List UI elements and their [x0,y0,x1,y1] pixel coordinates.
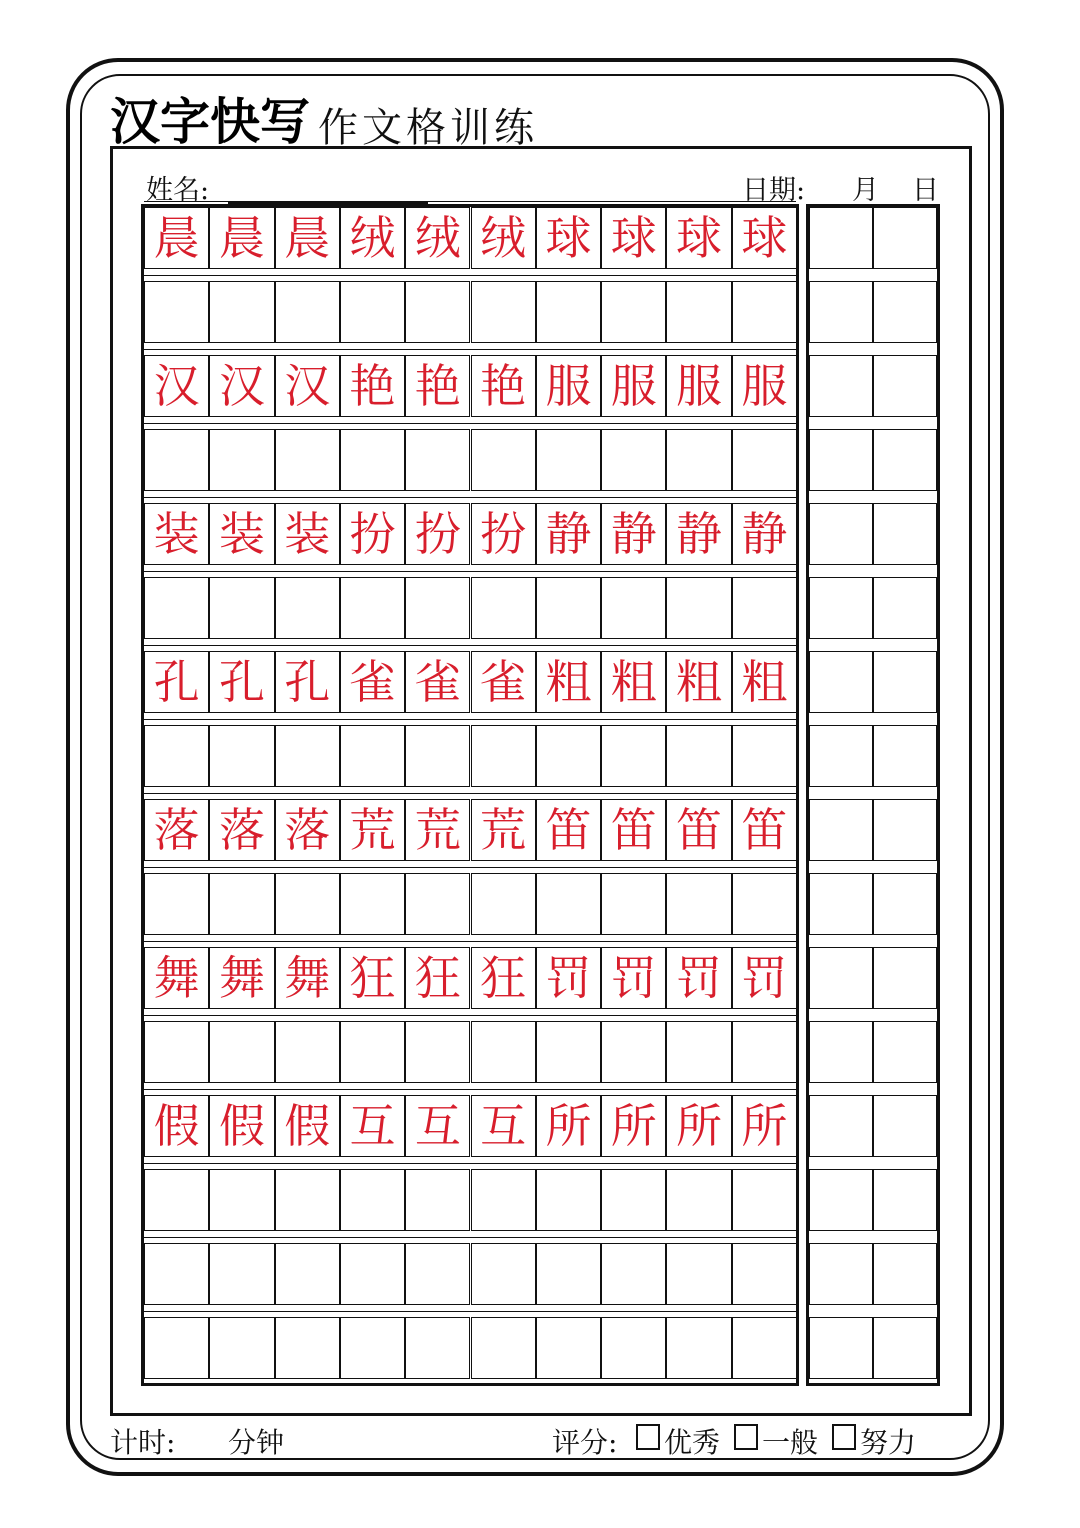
row-divider [144,349,796,350]
writing-cell[interactable] [209,1021,274,1083]
practice-character: 落 [284,803,331,857]
practice-character: 扮 [349,507,396,561]
writing-cell[interactable] [601,1169,666,1231]
practice-character: 绒 [480,211,527,265]
writing-cell[interactable] [405,873,470,935]
practice-character: 狂 [349,951,396,1005]
writing-cell[interactable] [405,1317,470,1379]
practice-character: 服 [545,359,592,413]
side-writing-cell[interactable] [809,725,873,787]
practice-character: 球 [545,211,592,265]
side-writing-cell[interactable] [809,207,873,269]
practice-character: 装 [153,507,200,561]
side-writing-cell[interactable] [809,1095,873,1157]
side-writing-cell[interactable] [809,1243,873,1305]
writing-cell[interactable] [405,577,470,639]
writing-cell[interactable] [471,577,536,639]
practice-character: 孔 [218,655,265,709]
writing-cell[interactable] [340,1021,405,1083]
writing-cell[interactable] [275,577,340,639]
practice-character: 罚 [676,951,723,1005]
side-writing-cell[interactable] [873,1169,937,1231]
row-divider [144,719,796,720]
practice-character: 装 [284,507,331,561]
practice-character: 扮 [480,507,527,561]
writing-cell[interactable] [471,1317,536,1379]
writing-cell[interactable] [536,1169,601,1231]
writing-cell[interactable] [275,725,340,787]
writing-cell[interactable] [471,1243,536,1305]
writing-cell[interactable] [666,873,731,935]
practice-character: 晨 [284,211,331,265]
writing-cell[interactable] [275,1243,340,1305]
practice-character: 狂 [414,951,461,1005]
practice-character: 假 [153,1099,200,1153]
practice-character: 所 [741,1099,788,1153]
score-label: 评分: [552,1426,618,1459]
excellent-checkbox[interactable] [636,1424,660,1450]
writing-cell[interactable] [209,281,274,343]
side-writing-cell[interactable] [873,355,937,417]
writing-cell[interactable] [471,429,536,491]
writing-cell[interactable] [536,1021,601,1083]
practice-character: 服 [676,359,723,413]
writing-cell[interactable] [471,1021,536,1083]
writing-cell[interactable] [275,1317,340,1379]
row-divider [144,1089,796,1090]
side-writing-cell[interactable] [873,281,937,343]
practice-character: 假 [284,1099,331,1153]
side-writing-cell[interactable] [809,429,873,491]
side-writing-cell[interactable] [809,873,873,935]
writing-cell[interactable] [666,1243,731,1305]
practice-character: 罚 [741,951,788,1005]
practice-character: 粗 [741,655,788,709]
practice-character: 雀 [480,655,527,709]
practice-character: 绒 [414,211,461,265]
row-divider [144,645,796,646]
practice-character: 静 [741,507,788,561]
writing-cell[interactable] [666,1169,731,1231]
timer-label: 计时: [110,1426,176,1459]
side-writing-cell[interactable] [809,281,873,343]
writing-cell[interactable] [536,281,601,343]
practice-character: 罚 [545,951,592,1005]
side-writing-cell[interactable] [873,577,937,639]
writing-cell[interactable] [209,1317,274,1379]
row-divider [144,1237,796,1238]
side-writing-cell[interactable] [809,651,873,713]
practice-character: 荒 [480,803,527,857]
writing-cell[interactable] [209,577,274,639]
writing-cell[interactable] [536,1317,601,1379]
practice-character: 互 [349,1099,396,1153]
writing-cell[interactable] [471,873,536,935]
practice-character: 球 [610,211,657,265]
average-checkbox[interactable] [734,1424,758,1450]
practice-character: 孔 [153,655,200,709]
side-writing-cell[interactable] [809,799,873,861]
side-writing-cell[interactable] [873,1317,937,1379]
practice-character: 互 [480,1099,527,1153]
excellent-label: 优秀 [664,1426,721,1459]
practice-character: 艳 [480,359,527,413]
practice-character: 笛 [545,803,592,857]
practice-character: 汉 [218,359,265,413]
practice-character: 服 [610,359,657,413]
writing-cell[interactable] [209,1243,274,1305]
side-writing-cell[interactable] [873,725,937,787]
writing-cell[interactable] [209,429,274,491]
date-label: 日期: [742,175,806,206]
writing-cell[interactable] [732,1169,797,1231]
practice-character: 雀 [414,655,461,709]
writing-cell[interactable] [144,1021,209,1083]
writing-cell[interactable] [732,1021,797,1083]
writing-cell[interactable] [536,725,601,787]
writing-cell[interactable] [666,429,731,491]
practice-character: 互 [414,1099,461,1153]
row-divider [144,275,796,276]
practice-character: 所 [545,1099,592,1153]
writing-cell[interactable] [340,1243,405,1305]
writing-cell[interactable] [732,1317,797,1379]
practice-character: 粗 [676,655,723,709]
practice-character: 所 [610,1099,657,1153]
writing-cell[interactable] [601,1021,666,1083]
side-writing-cell[interactable] [809,355,873,417]
writing-cell[interactable] [144,577,209,639]
writing-cell[interactable] [471,1169,536,1231]
row-divider [144,1311,796,1312]
practice-character: 汉 [153,359,200,413]
row-divider [144,201,796,202]
writing-cell[interactable] [340,873,405,935]
title-sub: 作文格训练 [318,105,538,151]
practice-character: 舞 [284,951,331,1005]
writing-cell[interactable] [732,577,797,639]
writing-cell[interactable] [144,1243,209,1305]
practice-character: 笛 [741,803,788,857]
side-writing-cell[interactable] [873,207,937,269]
writing-cell[interactable] [732,873,797,935]
writing-cell[interactable] [732,1243,797,1305]
practice-character: 服 [741,359,788,413]
writing-cell[interactable] [275,281,340,343]
writing-cell[interactable] [471,281,536,343]
writing-cell[interactable] [144,1169,209,1231]
side-writing-cell[interactable] [873,503,937,565]
practice-character: 雀 [349,655,396,709]
writing-cell[interactable] [601,873,666,935]
writing-cell[interactable] [601,725,666,787]
practice-character: 狂 [480,951,527,1005]
writing-cell[interactable] [209,873,274,935]
side-writing-cell[interactable] [809,1317,873,1379]
practice-character: 汉 [284,359,331,413]
writing-cell[interactable] [405,1243,470,1305]
effort-checkbox[interactable] [832,1424,856,1450]
side-writing-cell[interactable] [809,947,873,1009]
practice-character: 静 [545,507,592,561]
writing-cell[interactable] [144,725,209,787]
practice-character: 落 [153,803,200,857]
practice-character: 落 [218,803,265,857]
minutes-label: 分钟 [228,1426,285,1459]
writing-cell[interactable] [275,1021,340,1083]
practice-character: 静 [610,507,657,561]
writing-cell[interactable] [275,1169,340,1231]
practice-character: 罚 [610,951,657,1005]
writing-cell[interactable] [536,1243,601,1305]
side-writing-cell[interactable] [809,1021,873,1083]
practice-character: 球 [741,211,788,265]
writing-cell[interactable] [601,429,666,491]
title-main: 汉字快写 [110,93,310,151]
row-divider [144,423,796,424]
practice-character: 扮 [414,507,461,561]
effort-label: 努力 [860,1426,917,1459]
writing-cell[interactable] [340,1317,405,1379]
writing-cell[interactable] [405,429,470,491]
practice-character: 艳 [414,359,461,413]
side-writing-cell[interactable] [873,1021,937,1083]
side-writing-cell[interactable] [873,947,937,1009]
writing-cell[interactable] [666,725,731,787]
practice-character: 笛 [610,803,657,857]
practice-character: 装 [218,507,265,561]
writing-cell[interactable] [666,577,731,639]
side-writing-cell[interactable] [873,651,937,713]
practice-character: 晨 [218,211,265,265]
writing-cell[interactable] [275,429,340,491]
practice-character: 粗 [545,655,592,709]
writing-cell[interactable] [536,429,601,491]
practice-character: 粗 [610,655,657,709]
practice-character: 艳 [349,359,396,413]
practice-character: 晨 [153,211,200,265]
writing-cell[interactable] [209,1169,274,1231]
average-label: 一般 [762,1426,819,1459]
writing-cell[interactable] [471,725,536,787]
writing-cell[interactable] [340,577,405,639]
practice-character: 所 [676,1099,723,1153]
row-divider [144,1015,796,1016]
writing-cell[interactable] [405,1021,470,1083]
writing-cell[interactable] [144,429,209,491]
row-divider [144,867,796,868]
side-writing-cell[interactable] [809,577,873,639]
writing-cell[interactable] [601,1317,666,1379]
row-divider [144,497,796,498]
writing-cell[interactable] [666,1021,731,1083]
practice-character: 静 [676,507,723,561]
row-divider [144,1163,796,1164]
day-label: 日 [912,175,939,206]
practice-character: 孔 [284,655,331,709]
row-divider [144,941,796,942]
month-label: 月 [852,175,879,206]
side-writing-cell[interactable] [809,1169,873,1231]
writing-cell[interactable] [340,429,405,491]
writing-cell[interactable] [405,281,470,343]
practice-character: 舞 [218,951,265,1005]
writing-cell[interactable] [275,873,340,935]
practice-character: 绒 [349,211,396,265]
side-writing-cell[interactable] [809,503,873,565]
side-writing-cell[interactable] [873,1243,937,1305]
practice-character: 球 [676,211,723,265]
writing-cell[interactable] [666,281,731,343]
row-divider [144,571,796,572]
practice-character: 荒 [349,803,396,857]
side-writing-cell[interactable] [873,799,937,861]
writing-cell[interactable] [144,873,209,935]
writing-cell[interactable] [732,429,797,491]
writing-cell[interactable] [732,725,797,787]
side-writing-cell[interactable] [873,429,937,491]
side-writing-cell[interactable] [873,1095,937,1157]
writing-cell[interactable] [405,1169,470,1231]
writing-cell[interactable] [144,281,209,343]
practice-character: 荒 [414,803,461,857]
practice-character: 笛 [676,803,723,857]
writing-cell[interactable] [536,873,601,935]
writing-cell[interactable] [536,577,601,639]
writing-cell[interactable] [732,281,797,343]
row-divider [144,793,796,794]
side-writing-cell[interactable] [873,873,937,935]
name-label: 姓名: [146,175,210,206]
practice-character: 舞 [153,951,200,1005]
writing-cell[interactable] [340,725,405,787]
writing-cell[interactable] [144,1317,209,1379]
writing-cell[interactable] [601,281,666,343]
writing-cell[interactable] [666,1317,731,1379]
writing-cell[interactable] [601,577,666,639]
practice-character: 假 [218,1099,265,1153]
writing-cell[interactable] [340,1169,405,1231]
writing-cell[interactable] [601,1243,666,1305]
writing-cell[interactable] [405,725,470,787]
writing-cell[interactable] [340,281,405,343]
writing-cell[interactable] [209,725,274,787]
